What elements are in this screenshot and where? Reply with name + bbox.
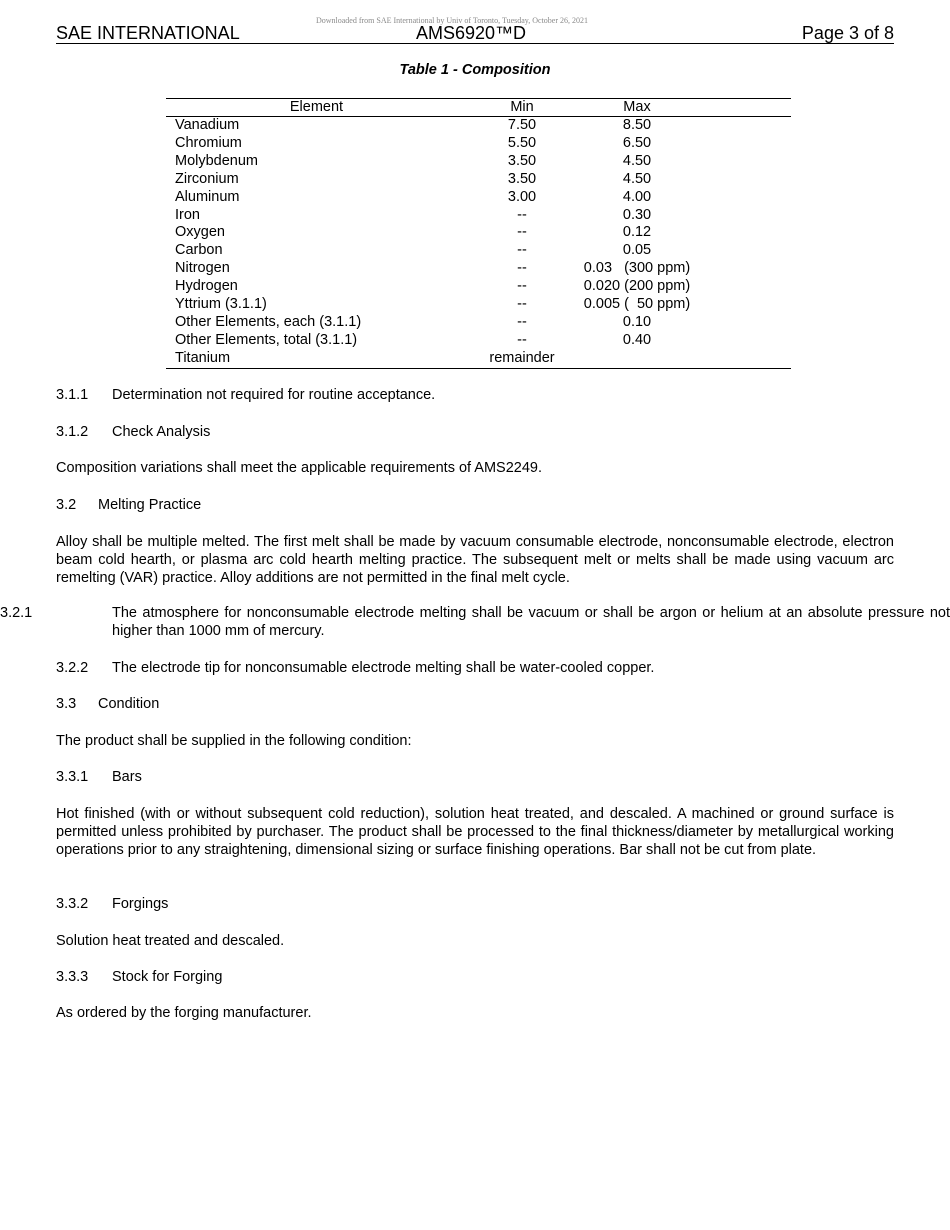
table-row (166, 153, 791, 171)
cell-max-value: 0.05 (622, 242, 652, 259)
cell-max (577, 207, 791, 225)
cell-max-value: 4.00 (622, 188, 652, 205)
table-body (166, 117, 791, 369)
section-heading: Condition (98, 696, 160, 712)
cell-min: -- (517, 242, 527, 259)
section-number: 3.3.3 (56, 969, 89, 985)
section-text: The electrode tip for nonconsumable electrode melting shall be water-cooled copper. (112, 660, 655, 676)
cell-element: Aluminum (175, 188, 240, 205)
section-number: 3.1.1 (56, 387, 89, 403)
section-3-3-body: The product shall be supplied in the following condition: (56, 733, 412, 749)
col-header-max: Max (577, 99, 791, 117)
cell-max (577, 224, 791, 242)
col-header-min: Min (467, 99, 577, 117)
section-heading: Forgings (112, 896, 169, 912)
cell-element: Titanium (166, 350, 467, 368)
cell-element: Chromium (175, 134, 242, 151)
cell-max (577, 153, 791, 171)
table-row (166, 296, 791, 314)
table-row (166, 135, 791, 153)
section-number: 3.2 (56, 497, 77, 513)
table-header-row (166, 99, 791, 117)
doc-id: AMS6920™D (415, 23, 527, 43)
cell-element: Nitrogen (175, 260, 230, 277)
cell-max (577, 135, 791, 153)
cell-min: -- (517, 296, 527, 313)
section-3-3-2-body: Solution heat treated and descaled. (56, 933, 285, 949)
section-3-2-heading (56, 496, 894, 514)
section-text: Determination not required for routine acceptance. (112, 387, 436, 403)
cell-min: 3.50 (507, 152, 537, 169)
section-number: 3.2.2 (56, 660, 89, 676)
table-row (166, 332, 791, 350)
cell-max-value: 4.50 (622, 152, 652, 169)
cell-max-value: 4.50 (622, 170, 652, 187)
section-3-3-3-heading (56, 968, 894, 986)
cell-min: -- (517, 206, 527, 223)
cell-max (577, 242, 791, 260)
cell-max-value: 6.50 (622, 134, 652, 151)
cell-element: Vanadium (175, 117, 240, 133)
cell-element: Other Elements, total (3.1.1) (175, 331, 358, 348)
section-3-1-2-body: Composition variations shall meet the applicable requirements of AMS2249. (56, 460, 543, 476)
section-number: 3.2.1 (0, 605, 33, 621)
cell-max (577, 332, 791, 350)
cell-element: Zirconium (175, 170, 239, 187)
cell-min: -- (517, 224, 527, 241)
cell-max (577, 171, 791, 189)
cell-element: Yttrium (3.1.1) (175, 296, 267, 313)
table-row (166, 278, 791, 296)
cell-max-value: 0.40 (622, 331, 652, 348)
cell-min: 7.50 (507, 117, 537, 133)
cell-max (577, 189, 791, 207)
section-number: 3.3.1 (56, 769, 89, 785)
section-heading: Check Analysis (112, 424, 211, 440)
cell-max (577, 117, 791, 135)
composition-table (166, 98, 791, 369)
table-row (166, 350, 791, 368)
section-3-1-2-heading (56, 423, 894, 441)
section-3-3-2-heading (56, 895, 894, 913)
table-title: Table 1 - Composition (399, 62, 551, 78)
section-heading: Stock for Forging (112, 969, 223, 985)
cell-max-value: 0.03 (300 ppm) (583, 260, 691, 277)
cell-max-value: 0.005 ( 50 ppm) (583, 296, 691, 313)
cell-max (577, 314, 791, 332)
table-row (166, 260, 791, 278)
page-header (56, 22, 894, 44)
cell-max-value: 0.12 (622, 224, 652, 241)
cell-min: -- (517, 260, 527, 277)
section-heading: Bars (112, 769, 142, 785)
table-row (166, 189, 791, 207)
col-header-element: Element (166, 99, 467, 117)
table-row (166, 242, 791, 260)
section-heading: Melting Practice (98, 497, 202, 513)
section-3-1-1 (56, 386, 894, 404)
cell-element: Hydrogen (175, 278, 238, 295)
doc-id-wrap (56, 23, 894, 44)
cell-max-value: 8.50 (622, 117, 652, 133)
section-3-3-1-heading (56, 768, 894, 786)
cell-element: Other Elements, each (3.1.1) (175, 313, 362, 330)
section-3-2-1 (0, 604, 950, 640)
cell-max (577, 278, 791, 296)
table-row (166, 117, 791, 135)
cell-min: remainder (467, 350, 577, 368)
cell-element: Iron (175, 206, 200, 223)
page-number: Page 3 of 8 (801, 23, 894, 43)
cell-min: -- (517, 331, 527, 348)
cell-element: Molybdenum (175, 152, 259, 169)
cell-max (577, 350, 791, 368)
section-number: 3.1.2 (56, 424, 89, 440)
cell-max-value: 0.020 (200 ppm) (583, 278, 691, 295)
section-text: The atmosphere for nonconsumable electrode melting shall be vacuum or shall be argon or helium at an absolute pressure not higher than 1000 mm of mercury. (112, 605, 950, 639)
download-watermark: Downloaded from SAE International by Univ of Toronto, Tuesday, October 26, 2021 (315, 16, 589, 25)
cell-min: 3.00 (507, 188, 537, 205)
cell-element: Oxygen (175, 224, 225, 241)
cell-element: Carbon (175, 242, 223, 259)
cell-min: -- (517, 278, 527, 295)
table-row (166, 224, 791, 242)
section-3-2-body: Alloy shall be multiple melted. The first melt shall be made by vacuum consumable electrode, nonconsumable electrode, electron beam cold hearth, or plasma arc cold hearth melting practice. The subsequent melt or melts shall be made using vacuum arc remelting (VAR) practice. Alloy additions are not permitted in the final melt cycle. (56, 534, 894, 586)
section-3-3-1-body: Hot finished (with or without subsequent cold reduction), solution heat treated, and descaled. A machined or ground surface is permitted unless prohibited by purchaser. The product shall be processed to the final thickness/diameter by metallurgical working operations prior to any straightening, dimensional sizing or surface finishing operations. Bar shall not be cut from plate. (56, 806, 894, 858)
cell-max-value: 0.30 (622, 206, 652, 223)
section-3-2-2 (56, 659, 894, 677)
table-row (166, 207, 791, 225)
section-3-3-3-body: As ordered by the forging manufacturer. (56, 1005, 312, 1021)
section-3-3-heading (56, 695, 894, 713)
cell-max (577, 260, 791, 278)
table-row (166, 171, 791, 189)
cell-min: 5.50 (507, 134, 537, 151)
table-row (166, 314, 791, 332)
section-number: 3.3 (56, 696, 77, 712)
cell-max-value: 0.10 (622, 313, 652, 330)
cell-max (577, 296, 791, 314)
section-number: 3.3.2 (56, 896, 89, 912)
cell-min: 3.50 (507, 170, 537, 187)
cell-min: -- (517, 313, 527, 330)
org-name: SAE INTERNATIONAL (56, 23, 240, 43)
